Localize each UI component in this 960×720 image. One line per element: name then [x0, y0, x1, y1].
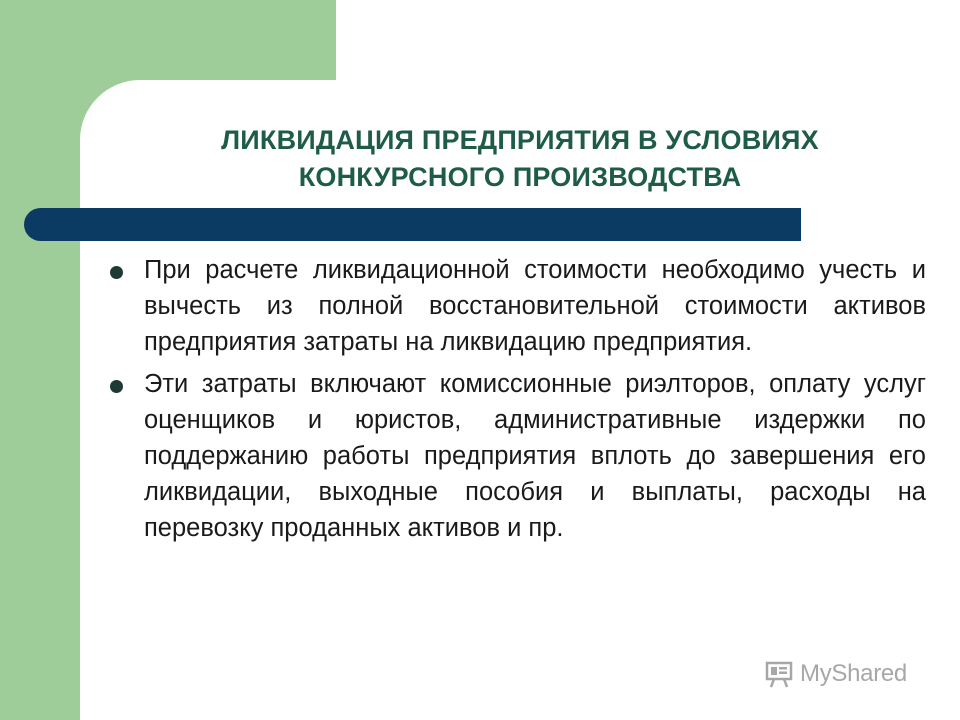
bullet-list — [106, 252, 926, 552]
bullet-item — [106, 252, 926, 360]
presentation-board-icon — [764, 659, 794, 689]
bullet-text: Эти затраты включают комиссионные риэлторов, оплату услуг оценщиков и юристов, административные издержки по поддержанию работы предприятия вплоть до завершения его ликвидации, выходные пособия и выплаты, расходы на перевозку проданных активов и пр. — [144, 370, 926, 542]
slide-title-line-1: ЛИКВИДАЦИЯ ПРЕДПРИЯТИЯ В УСЛОВИЯХ — [221, 125, 819, 155]
watermark-text: MyShared — [800, 660, 907, 687]
bullet-dot-icon — [110, 380, 123, 393]
slide-title-line-2: КОНКУРСНОГО ПРОИЗВОДСТВА — [298, 162, 742, 192]
myshared-watermark — [764, 657, 907, 691]
slide-title — [120, 122, 920, 196]
bullet-text: При расчете ликвидационной стоимости необходимо учесть и вычесть из полной восстановительной стоимости активов предприятия затраты на ликвидацию предприятия. — [144, 256, 926, 356]
bullet-item — [106, 366, 926, 546]
title-underline-bar — [24, 208, 801, 241]
bullet-dot-icon — [110, 266, 123, 279]
